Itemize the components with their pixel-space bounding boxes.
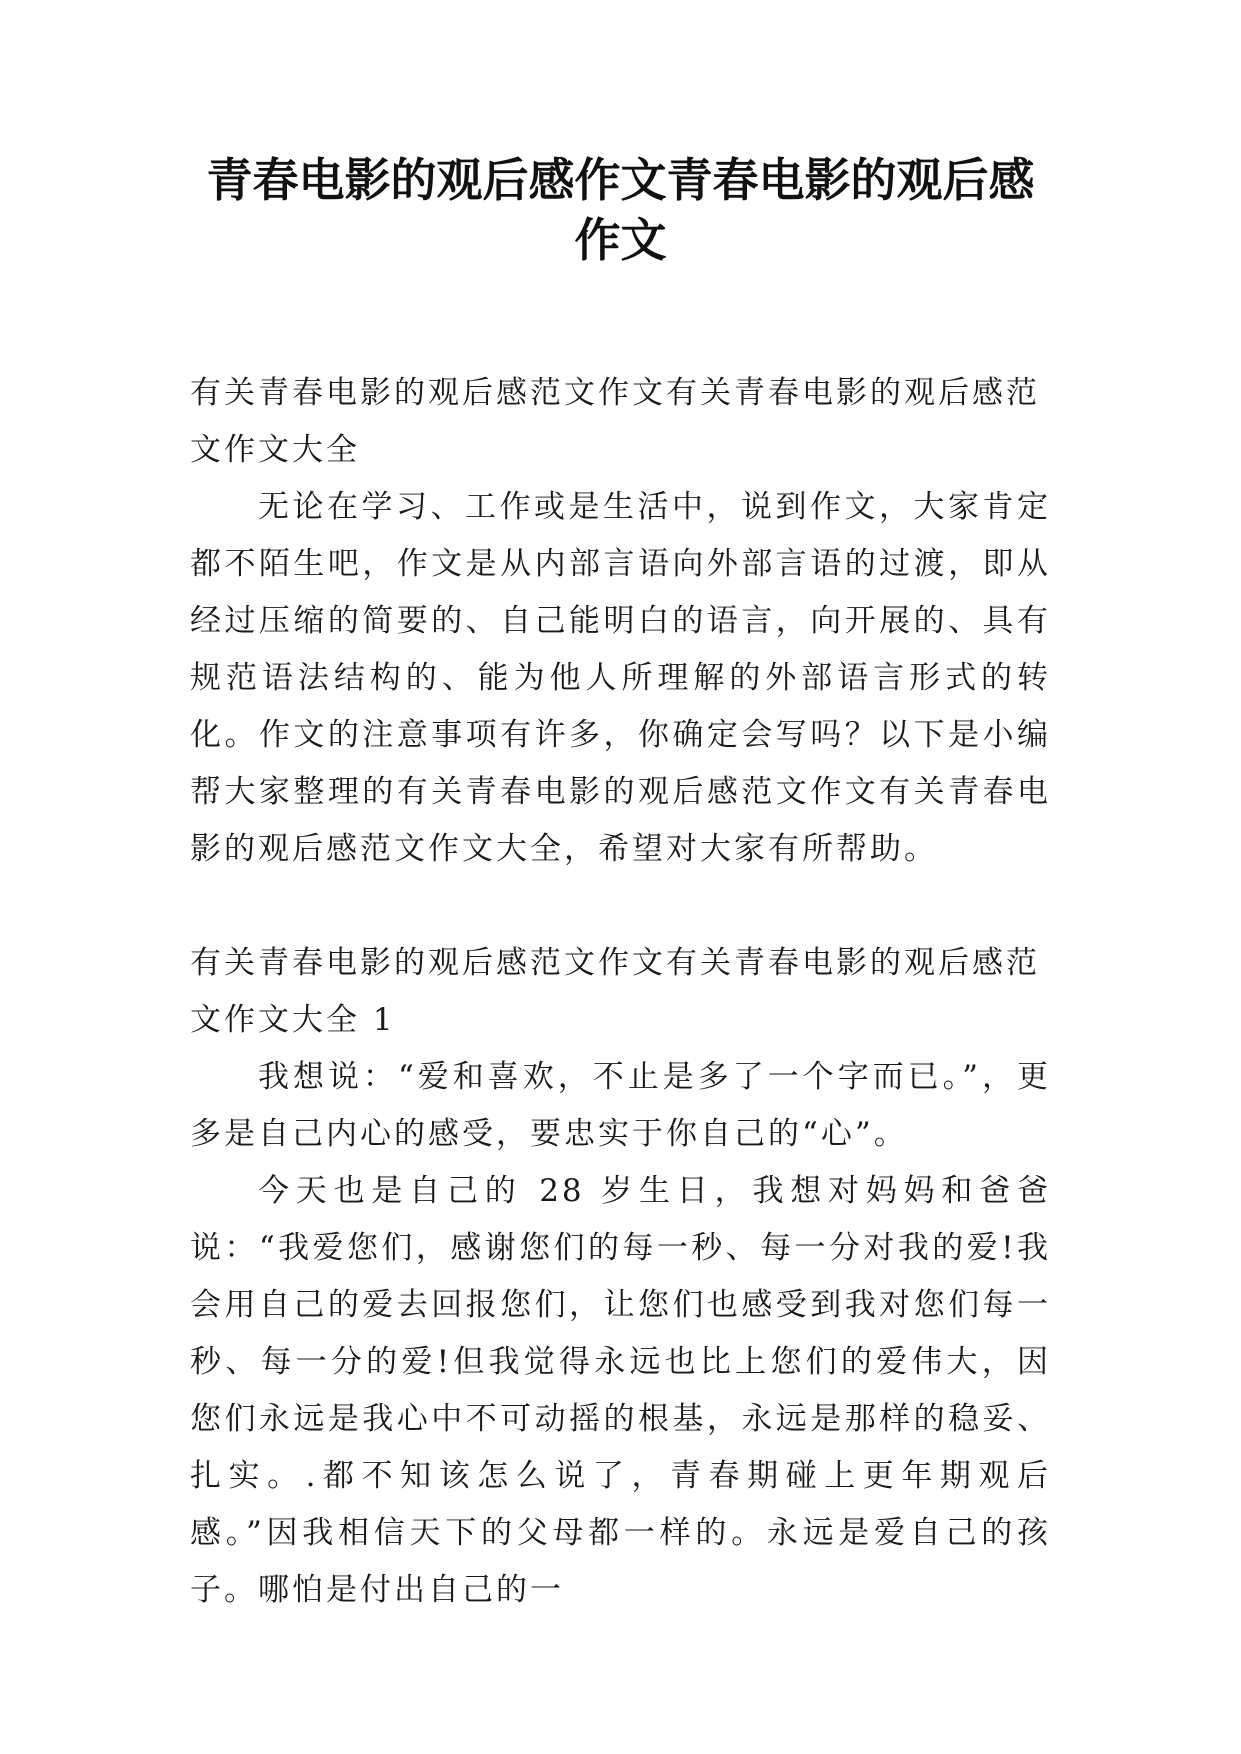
section-essay-1 <box>190 935 1051 1619</box>
body-paragraph: 今天也是自己的 28 岁生日，我想对妈妈和爸爸说：“我爱您们，感谢您们的每一秒、每一分对我的爱!我会用自己的爱去回报您们，让您们也感受到我对您们每一秒、每一分的爱!但我觉得永远也比上您们的爱伟大，因您们永远是我心中不可动摇的根基，永远是那样的稳妥、扎实。.都不知该怎么说了，青春期碰上更年期观后感。”因我相信天下的父母都一样的。永远是爱自己的孩子。哪怕是付出自己的一 <box>190 1173 1051 1608</box>
body-paragraph: 无论在学习、工作或是生活中，说到作文，大家肯定都不陌生吧，作文是从内部言语向外部言语的过渡，即从经过压缩的简要的、自己能明白的语言，向开展的、具有规范语法结构的、能为他人所理解的外部语言形式的转化。作文的注意事项有许多，你确定会写吗？以下是小编帮大家整理的有关青春电影的观后感范文作文有关青春电影的观后感范文作文大全，希望对大家有所帮助。 <box>190 489 1051 867</box>
body-paragraph: 我想说：“爱和喜欢，不止是多了一个字而已。”，更多是自己内心的感受，要忠实于你自己的“心”。 <box>190 1059 1051 1152</box>
section-spacer <box>190 878 1051 935</box>
section-heading: 有关青春电影的观后感范文作文有关青春电影的观后感范文作文大全 <box>190 375 1040 468</box>
section-intro <box>190 365 1051 878</box>
title-spacer <box>190 270 1051 365</box>
document-title: 青春电影的观后感作文青春电影的观后感作文 <box>206 153 1035 267</box>
section-heading: 有关青春电影的观后感范文作文有关青春电影的观后感范文作文大全 1 <box>190 945 1040 1038</box>
